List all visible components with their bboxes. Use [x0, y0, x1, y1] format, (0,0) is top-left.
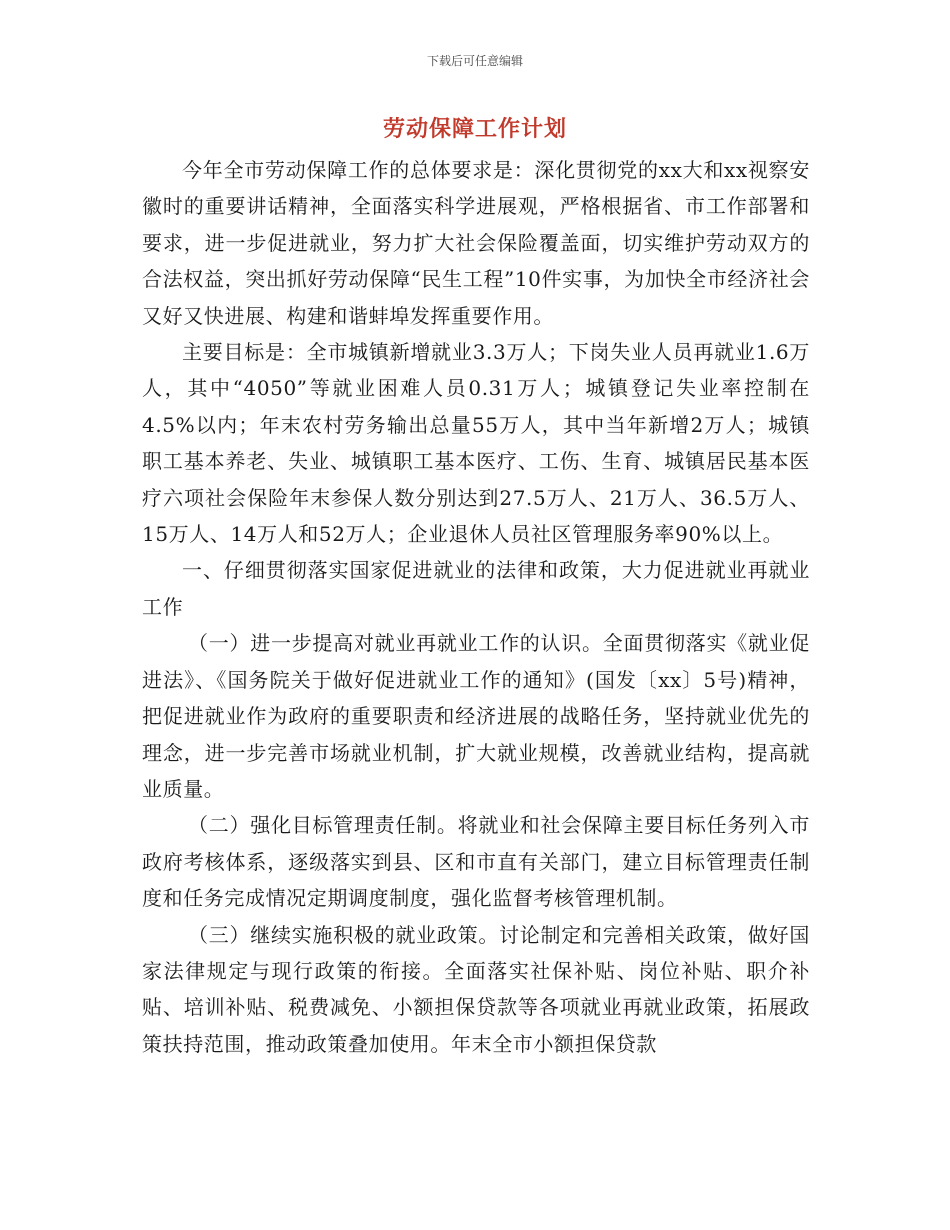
download-note: 下载后可任意编辑	[426, 54, 523, 68]
document-title: 劳动保障工作计划	[382, 117, 567, 142]
document-body	[142, 152, 810, 1062]
paragraph-subsection-1: （一）进一步提高对就业再就业工作的认识。全面贯彻落实《就业促进法》、《国务院关于做好促进就业工作的通知》(国发〔xx〕5号)精神，把促进就业作为政府的重要职责和经济进展的战略任务，坚持就业优先的理念，进一步完善市场就业机制，扩大就业规模，改善就业结构，提高就业质量。	[142, 631, 810, 801]
paragraph-overall-requirements: 今年全市劳动保障工作的总体要求是：深化贯彻党的xx大和xx视察安徽时的重要讲话精神，全面落实科学进展观，严格根据省、市工作部署和要求，进一步促进就业，努力扩大社会保险覆盖面，切实维护劳动双方的合法权益，突出抓好劳动保障“民生工程”10件实事，为加快全市经济社会又好又快进展、构建和谐蚌埠发挥重要作用。	[142, 158, 810, 328]
paragraph-subsection-3: （三）继续实施积极的就业政策。讨论制定和完善相关政策，做好国家法律规定与现行政策的衔接。全面落实社保补贴、岗位补贴、职介补贴、培训补贴、税费减免、小额担保贷款等各项就业再就业政策，拓展政策扶持范围，推动政策叠加使用。年末全市小额担保贷款	[142, 922, 810, 1056]
paragraph-main-goals: 主要目标是：全市城镇新增就业3.3万人；下岗失业人员再就业1.6万人，其中“4050”等就业困难人员0.31万人；城镇登记失业率控制在4.5%以内；年末农村劳务输出总量55万人，其中当年新增2万人；城镇职工基本养老、失业、城镇职工基本医疗、工伤、生育、城镇居民基本医疗六项社会保险年末参保人数分别达到27.5万人、21万人、36.5万人、15万人、14万人和52万人；企业退休人员社区管理服务率90%以上。	[142, 340, 810, 547]
paragraph-subsection-2: （二）强化目标管理责任制。将就业和社会保障主要目标任务列入市政府考核体系，逐级落实到县、区和市直有关部门，建立目标管理责任制度和任务完成情况定期调度制度，强化监督考核管理机制。	[142, 813, 810, 911]
section-heading-employment: 一、仔细贯彻落实国家促进就业的法律和政策，大力促进就业再就业工作	[142, 558, 810, 619]
